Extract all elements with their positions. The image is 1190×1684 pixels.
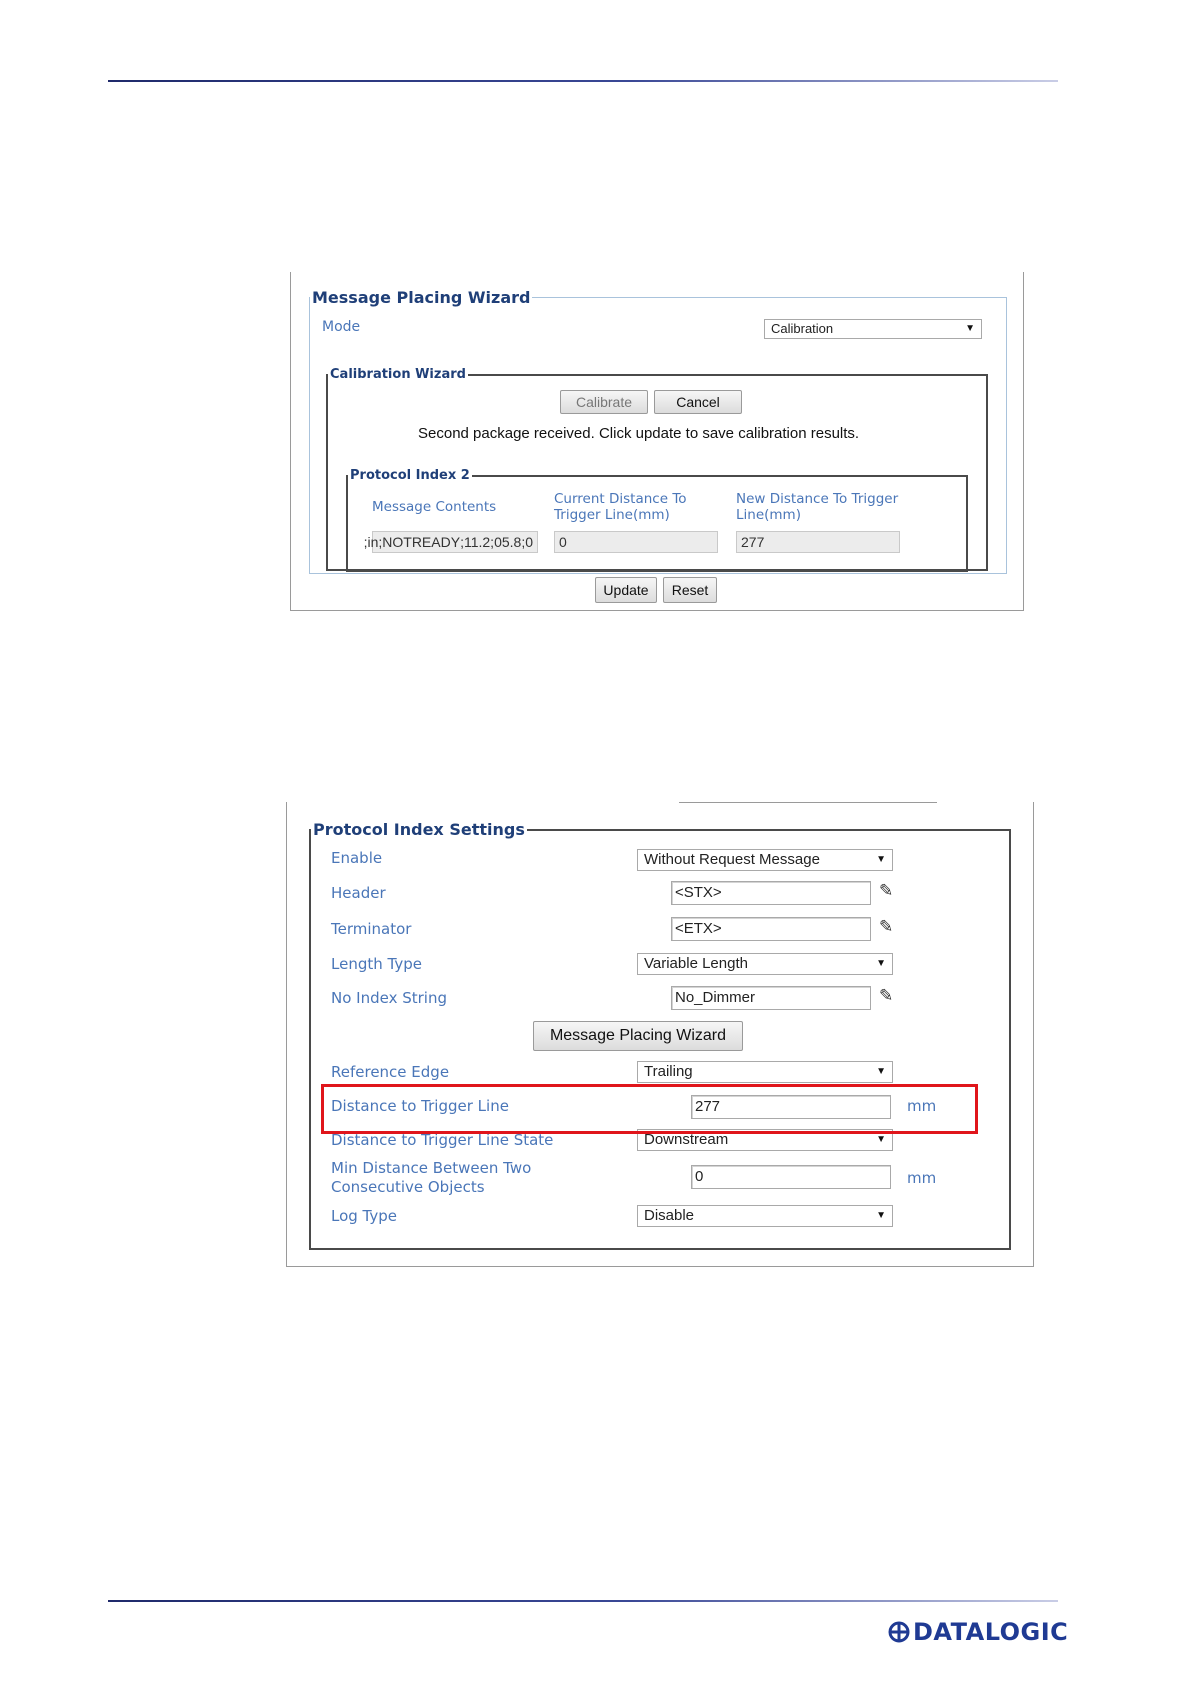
- distance-state-select-value: Downstream: [644, 1131, 729, 1148]
- chevron-down-icon: ▼: [876, 958, 886, 969]
- message-contents-header: Message Contents: [372, 499, 497, 515]
- mode-select[interactable]: [764, 319, 982, 339]
- reset-button[interactable]: Reset: [663, 577, 717, 603]
- chevron-down-icon: ▼: [876, 1210, 886, 1221]
- terminator-input[interactable]: <ETX>: [671, 917, 871, 941]
- settings-screenshot: [286, 802, 1034, 1267]
- min-distance-input[interactable]: 0: [691, 1165, 891, 1189]
- terminator-label: Terminator: [331, 920, 412, 938]
- pencil-icon[interactable]: ✎: [879, 917, 894, 937]
- settings-title: Protocol Index Settings: [313, 820, 525, 839]
- calibration-wizard-group: [326, 367, 988, 571]
- cancel-button[interactable]: Cancel: [654, 390, 742, 414]
- message-placing-wizard-group: [309, 288, 1007, 574]
- protocol-index-2-group: [346, 468, 968, 572]
- no-index-string-label: No Index String: [331, 989, 447, 1007]
- protocol-index-2-title: Protocol Index 2: [350, 468, 470, 483]
- chevron-down-icon: ▼: [876, 854, 886, 865]
- new-distance-field: 277: [736, 531, 900, 553]
- enable-label: Enable: [331, 849, 383, 867]
- pencil-icon[interactable]: ✎: [879, 881, 894, 901]
- log-type-select-value: Disable: [644, 1207, 695, 1224]
- header-label: Header: [331, 884, 386, 902]
- wizard-screenshot: [290, 272, 1024, 611]
- length-type-select-value: Variable Length: [644, 955, 748, 972]
- current-distance-field: 0: [554, 531, 718, 553]
- enable-select-value: Without Request Message: [644, 851, 820, 868]
- distance-highlight-frame: [321, 1084, 978, 1134]
- min-distance-unit: mm: [907, 1169, 937, 1187]
- no-index-string-input[interactable]: No_Dimmer: [671, 986, 871, 1010]
- protocol-index-settings-group: [309, 820, 1011, 1250]
- calibration-status-message: Second package received. Click update to save calibration results.: [418, 425, 860, 442]
- update-button[interactable]: Update: [595, 577, 657, 603]
- header-input[interactable]: <STX>: [671, 881, 871, 905]
- min-distance-label-line1: Min Distance Between Two: [331, 1159, 532, 1177]
- min-distance-label-line2: Consecutive Objects: [331, 1178, 485, 1196]
- brand-name: DATALOGIC: [913, 1618, 1069, 1646]
- chevron-down-icon: ▼: [965, 323, 975, 334]
- chevron-down-icon: ▼: [876, 1066, 886, 1077]
- log-type-label: Log Type: [331, 1207, 398, 1225]
- distance-to-trigger-line-label: Distance to Trigger Line: [331, 1097, 509, 1115]
- mode-label: Mode: [322, 319, 361, 335]
- wizard-title: Message Placing Wizard: [312, 288, 531, 307]
- mode-select-value: Calibration: [771, 321, 834, 336]
- length-type-label: Length Type: [331, 955, 422, 973]
- calibration-title: Calibration Wizard: [330, 367, 466, 382]
- distance-to-trigger-line-input[interactable]: 277: [691, 1095, 891, 1119]
- enable-select[interactable]: [637, 849, 893, 871]
- message-contents-field: 0;05.8;11.2;in;NOTREADY;: [372, 531, 538, 553]
- calibrate-button[interactable]: Calibrate: [560, 390, 648, 414]
- distance-state-label: Distance to Trigger Line State: [331, 1131, 554, 1149]
- length-type-select[interactable]: [637, 953, 893, 975]
- log-type-select[interactable]: [637, 1205, 893, 1227]
- current-distance-header: Current Distance To Trigger Line(mm): [554, 491, 687, 523]
- reference-edge-label: Reference Edge: [331, 1063, 450, 1081]
- datalogic-logo: [888, 1618, 1068, 1646]
- message-placing-wizard-button[interactable]: Message Placing Wizard: [533, 1021, 743, 1051]
- distance-unit: mm: [907, 1097, 937, 1115]
- reference-edge-select[interactable]: [637, 1061, 893, 1083]
- new-distance-header: New Distance To Trigger Line(mm): [736, 491, 899, 523]
- footer-rule: [108, 1600, 1058, 1602]
- pencil-icon[interactable]: ✎: [879, 986, 894, 1006]
- chevron-down-icon: ▼: [876, 1134, 886, 1145]
- reference-edge-select-value: Trailing: [644, 1063, 693, 1080]
- header-rule: [108, 80, 1058, 82]
- top-divider: [679, 802, 937, 803]
- datalogic-mark-icon: [888, 1621, 910, 1643]
